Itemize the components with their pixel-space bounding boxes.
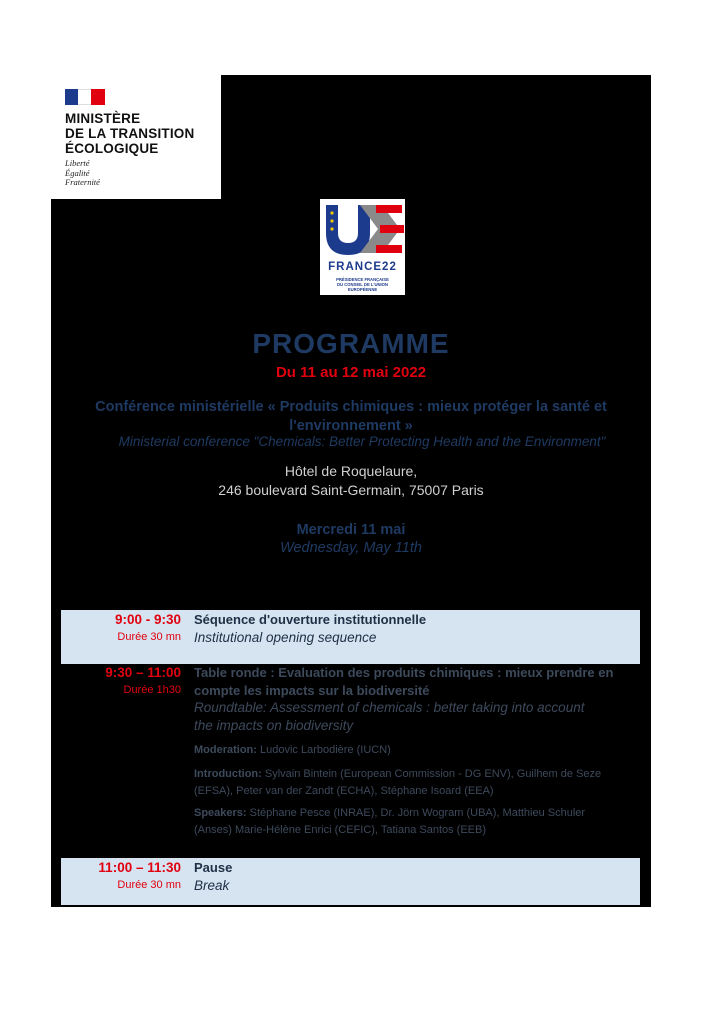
speakers-value: Stéphane Pesce (INRAE), Dr. Jörn Wogram (UBA), Matthieu Schuler	[249, 807, 586, 819]
venue-line: Hôtel de Roquelaure,	[284, 463, 418, 479]
session-duration: Durée 1h30	[123, 684, 181, 696]
presidency-logo-subtitle	[320, 277, 405, 292]
session-title-en	[194, 699, 639, 735]
motto-line: Liberté	[65, 158, 90, 168]
day-heading-fr: Mercredi 11 mai	[296, 522, 406, 538]
presidency-subtitle-line: PRÉSIDENCE FRANÇAISE	[336, 277, 389, 282]
session-title-en: Institutional opening sequence	[194, 630, 377, 645]
session-title-fr-line: Table ronde : Evaluation des produits chimiques : mieux prendre en	[194, 665, 614, 680]
presidency-subtitle-line: DU CONSEIL DE L'UNION	[337, 282, 388, 287]
motto-line: Fraternité	[65, 177, 100, 187]
introduction-label: Introduction:	[194, 768, 262, 780]
session-title-en: Break	[194, 878, 230, 893]
programme-dates: Du 11 au 12 mai 2022	[275, 364, 427, 381]
ministry-name-line: MINISTÈRE	[65, 111, 141, 126]
session-time: 11:00 – 11:30	[98, 860, 181, 875]
moderation-label: Moderation:	[194, 744, 257, 756]
ministry-name	[65, 111, 194, 156]
session-title-fr-line: compte les impacts sur la biodiversité	[194, 683, 430, 698]
session-title-en-line: the impacts on biodiversity	[194, 718, 354, 733]
ministry-name-line: ÉCOLOGIQUE	[65, 141, 159, 156]
programme-title: PROGRAMME	[252, 328, 450, 359]
session-duration: Durée 30 mn	[117, 631, 181, 643]
motto-line: Égalité	[65, 167, 90, 178]
presidency-subtitle-line: EUROPÉENNE	[347, 287, 378, 292]
session-moderation	[194, 742, 639, 759]
session-row	[61, 858, 640, 905]
introduction-value: Sylvain Bintein (European Commission - DG ENV), Guilhem de Seze	[264, 768, 602, 780]
session-row	[61, 610, 640, 664]
session-title-fr: Pause	[194, 860, 233, 875]
speakers-label: Speakers:	[194, 807, 247, 819]
conference-title-en: Ministerial conference "Chemicals: Better Protecting Health and the Environment"	[118, 434, 606, 449]
conference-title-fr-line: Conférence ministérielle « Produits chimiques : mieux protéger la santé et	[95, 399, 607, 415]
republic-motto	[65, 159, 100, 188]
ministry-name-line: DE LA TRANSITION	[65, 126, 195, 141]
conference-title-fr	[51, 398, 651, 436]
introduction-value: (EFSA), Peter van der Zandt (ECHA), Stéphane Isoard (EEA)	[194, 785, 494, 797]
session-speakers	[194, 805, 639, 839]
session-introduction	[194, 766, 639, 800]
session-row	[61, 664, 640, 856]
day-heading-en: Wednesday, May 11th	[280, 540, 422, 556]
session-title-fr: Séquence d'ouverture institutionnelle	[194, 612, 427, 627]
venue-line: 246 boulevard Saint-Germain, 75007 Paris	[218, 482, 484, 498]
session-title-fr	[194, 664, 639, 700]
conference-title-fr-line: l'environnement »	[289, 418, 413, 434]
presidency-emblem-icon	[320, 199, 405, 261]
presidency-logo-name: FRANCE22	[328, 261, 397, 273]
presidency-logo	[320, 199, 405, 295]
ministry-logo	[51, 75, 221, 199]
speakers-value: (Anses) Marie-Hélène Enrici (CEFIC), Tatiana Santos (EEB)	[194, 824, 487, 836]
session-title-en-line: Roundtable: Assessment of chemicals : better taking into account	[194, 700, 585, 715]
venue-address	[51, 462, 651, 500]
session-time: 9:30 – 11:00	[105, 665, 181, 680]
session-duration: Durée 30 mn	[117, 879, 181, 891]
marianne-flag-icon	[65, 89, 105, 105]
session-time: 9:00 - 9:30	[114, 612, 181, 627]
moderation-value: Ludovic Larbodière (IUCN)	[260, 744, 391, 756]
